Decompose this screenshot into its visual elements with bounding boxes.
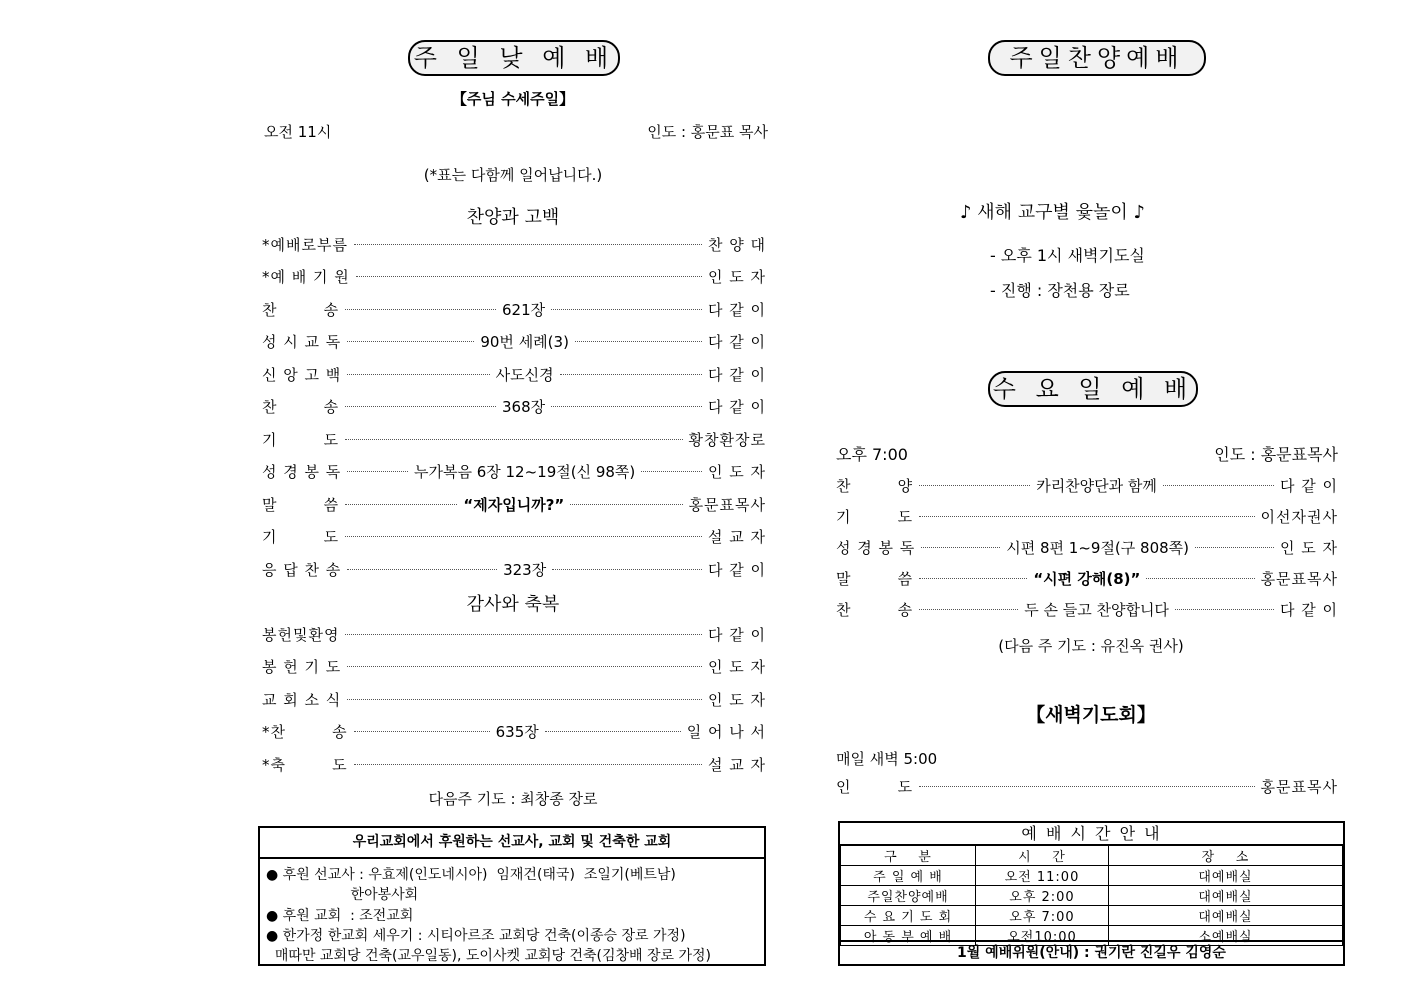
- order-detail: 90번 세례(3): [480, 333, 569, 351]
- order-detail: “시편 강해(8)”: [1033, 569, 1141, 588]
- order-row: [836, 567, 1338, 589]
- order-row: [262, 493, 766, 515]
- leader-dots: [1146, 578, 1254, 579]
- schedule-header: 장 소: [1109, 846, 1343, 866]
- schedule-cell: 오후 7:00: [976, 906, 1109, 926]
- leader-dots: [347, 699, 702, 700]
- praise-service-title: 주일찬양예배: [988, 40, 1206, 76]
- leader-dots: [641, 471, 702, 472]
- leader-dots: [921, 547, 1000, 548]
- order-label: *축 도: [262, 755, 348, 774]
- order-detail: 두 손 들고 찬양합니다: [1024, 600, 1169, 619]
- mission-line: ● 후원 교회 : 조전교회: [266, 908, 414, 924]
- wed-time-leader-row: [836, 442, 1338, 464]
- order-performer: 다 같 이: [1280, 600, 1339, 619]
- order-row: [262, 363, 766, 385]
- order-label: *찬 송: [262, 723, 348, 741]
- leader-dots: [354, 731, 490, 732]
- leader-dots: [347, 471, 408, 472]
- order-performer: 다 같 이: [708, 300, 767, 319]
- service-time: 오전 11시: [264, 122, 332, 141]
- order-row: [262, 558, 766, 580]
- order-detail: 635장: [495, 723, 539, 741]
- order-row: [262, 623, 766, 645]
- service-leader: 인도 : 홍문표 목사: [647, 122, 768, 141]
- dawn-leader-row: [836, 775, 1338, 797]
- time-leader-row: [264, 120, 768, 142]
- dawn-prayer-title: 【새벽기도회】: [1026, 704, 1156, 726]
- order-performer: 홍문표목사: [1260, 569, 1339, 588]
- order-performer: 다 같 이: [708, 398, 767, 416]
- order-label: 말 씀: [262, 495, 340, 514]
- order-row: [836, 536, 1338, 558]
- dawn-time: 매일 새벽 5:00: [836, 749, 938, 768]
- schedule-cell: 오전 11:00: [976, 866, 1109, 886]
- wed-next-prayer: (다음 주 기도 : 유진옥 권사): [998, 637, 1184, 655]
- leader-dots: [919, 485, 1030, 486]
- order-label: 찬 양: [836, 476, 914, 495]
- order-performer: 인 도 자: [1279, 538, 1338, 557]
- wed-leader: 인도 : 홍문표목사: [1214, 444, 1338, 464]
- order-label: *예배로부름: [262, 235, 348, 254]
- schedule-header: 구 분: [841, 846, 976, 866]
- section-praise-confession: 찬양과 고백: [466, 207, 560, 228]
- leader-dots: [347, 374, 489, 375]
- schedule-row: [841, 906, 1343, 926]
- order-row: [262, 753, 766, 775]
- mission-line: ● 한가정 한교회 세우기 : 시티아르조 교회당 건축(이종승 장로 가정): [266, 928, 686, 944]
- mission-line: 매따만 교회당 건축(교우일동), 도이사켓 교회당 건축(김창배 장로 가정): [266, 948, 712, 964]
- event-line: - 오후 1시 새벽기도실: [990, 245, 1145, 265]
- leader-dots: [575, 341, 702, 342]
- order-row: [262, 233, 766, 255]
- order-performer: 다 같 이: [707, 560, 766, 579]
- leader-dots: [560, 374, 702, 375]
- schedule-box: [838, 821, 1345, 966]
- order-detail: 시편 8편 1~9절(구 808쪽): [1006, 538, 1190, 557]
- sunday-service-title: 주 일 낮 예 배: [408, 40, 620, 76]
- order-performer: 인 도 자: [707, 268, 766, 286]
- order-row: [262, 461, 766, 483]
- leader-dots: [345, 406, 496, 407]
- order-row: [262, 688, 766, 710]
- order-detail: “제자입니까?”: [463, 495, 565, 514]
- leader-dots: [551, 406, 702, 407]
- order-performer: 인 도 자: [707, 463, 766, 481]
- schedule-header-row: [841, 846, 1343, 866]
- order-detail: 사도신경: [495, 365, 554, 384]
- order-label: 교 회 소 식: [262, 690, 342, 709]
- leader-dots: [345, 504, 457, 505]
- order-label: 성 경 봉 독: [262, 463, 342, 481]
- order-row: [262, 721, 766, 743]
- schedule-cell: 아 동 부 예 배: [841, 926, 976, 946]
- order-performer: 일 어 나 서: [686, 723, 767, 741]
- order-label: 성 시 교 독: [262, 333, 342, 351]
- order-performer: 설 교 자: [707, 528, 766, 546]
- sunday-subtitle: 【주님 수세주일】: [451, 90, 575, 108]
- mission-line: 한아봉사회: [266, 887, 419, 903]
- order-detail: 323장: [503, 560, 547, 579]
- order-detail: 카리찬양단과 함께: [1036, 476, 1157, 495]
- order-label: 기 도: [262, 430, 340, 449]
- order-performer: 이선자권사: [1260, 507, 1338, 526]
- worship-committee: 1월 예배위원(안내) : 권기란 진길우 김영순: [840, 940, 1343, 964]
- schedule-title: 예 배 시 간 안 내: [840, 823, 1343, 845]
- order-label: 성 경 봉 독: [836, 538, 916, 557]
- schedule-row: [841, 866, 1343, 886]
- schedule-cell: 수 요 기 도 회: [841, 906, 976, 926]
- leader-dots: [551, 309, 702, 310]
- next-prayer: 다음주 기도 : 최창종 장로: [428, 790, 598, 808]
- schedule-header: 시 간: [976, 846, 1109, 866]
- leader-dots: [347, 666, 702, 667]
- order-row: [262, 526, 766, 548]
- dawn-leader: 홍문표목사: [1260, 777, 1338, 796]
- order-performer: 황창환장로: [688, 430, 766, 449]
- schedule-table: [840, 845, 1343, 946]
- order-label: 찬 송: [262, 300, 340, 319]
- event-line: - 진행 : 장천용 장로: [990, 280, 1130, 300]
- order-label: 기 도: [836, 507, 914, 526]
- leader-dots: [347, 569, 497, 570]
- leader-dots: [356, 276, 702, 277]
- order-performer: 홍문표목사: [688, 495, 767, 514]
- order-row: [262, 656, 766, 678]
- order-label: 찬 송: [836, 600, 914, 619]
- order-row: [836, 598, 1338, 620]
- standing-note: (*표는 다함께 일어납니다.): [423, 166, 603, 184]
- order-performer: 인 도 자: [707, 690, 766, 709]
- order-row: [836, 474, 1338, 496]
- order-performer: 다 같 이: [708, 333, 767, 351]
- order-performer: 다 같 이: [1279, 476, 1338, 495]
- order-row: [262, 396, 766, 418]
- order-label: 신 앙 고 백: [262, 365, 342, 384]
- mission-box: [258, 826, 766, 966]
- order-label: 기 도: [262, 528, 340, 546]
- order-row: [836, 505, 1338, 527]
- order-performer: 다 같 이: [707, 625, 766, 644]
- schedule-cell: 대예배실: [1109, 866, 1343, 886]
- event-title: ♪ 새해 교구별 윷놀이 ♪: [960, 202, 1145, 223]
- leader-dots: [345, 536, 702, 537]
- leader-dots: [345, 309, 496, 310]
- schedule-cell: 주일찬양예배: [841, 886, 976, 906]
- order-row: [262, 331, 766, 353]
- mission-box-title: 우리교회에서 후원하는 선교사, 교회 및 건축한 교회: [260, 828, 764, 859]
- leader-dots: [1195, 547, 1274, 548]
- leader-dots: [345, 634, 702, 635]
- leader-dots: [1163, 485, 1274, 486]
- leader-dots: [347, 341, 474, 342]
- order-row: [262, 428, 766, 450]
- order-label: 봉헌및환영: [262, 625, 340, 644]
- order-label: 찬 송: [262, 398, 340, 416]
- leader-dots: [919, 609, 1018, 610]
- schedule-cell: 오전10:00: [976, 926, 1109, 946]
- leader-dots: [570, 504, 682, 505]
- order-row: [262, 266, 766, 288]
- order-detail: 368장: [502, 398, 546, 416]
- leader-dots: [545, 731, 681, 732]
- schedule-cell: 오후 2:00: [976, 886, 1109, 906]
- dawn-leader-label: 인 도: [836, 777, 914, 796]
- schedule-row: [841, 886, 1343, 906]
- schedule-cell: 주 일 예 배: [841, 866, 976, 886]
- order-performer: 인 도 자: [707, 658, 766, 676]
- section-thanks-blessing: 감사와 축복: [466, 594, 560, 615]
- order-label: 말 씀: [836, 569, 914, 588]
- wednesday-service-title: 수 요 일 예 배: [988, 371, 1198, 407]
- order-label: 봉 헌 기 도: [262, 658, 342, 676]
- order-performer: 다 같 이: [707, 365, 766, 384]
- order-detail: 누가복음 6장 12~19절(신 98쪽): [413, 463, 636, 481]
- order-label: *예 배 기 원: [262, 268, 350, 286]
- leader-dots: [1175, 609, 1274, 610]
- schedule-cell: 소예배실: [1109, 926, 1343, 946]
- order-row: [262, 298, 766, 320]
- leader-dots: [919, 786, 1254, 787]
- leader-dots: [919, 578, 1027, 579]
- leader-dots: [354, 764, 702, 765]
- leader-dots: [354, 244, 702, 245]
- leader-dots: [919, 516, 1254, 517]
- mission-line: ● 후원 선교사 : 우효제(인도네시아) 임재건(태국) 조일기(베트남): [266, 867, 676, 883]
- wed-time: 오후 7:00: [836, 444, 908, 464]
- leader-dots: [552, 569, 702, 570]
- schedule-cell: 대예배실: [1109, 906, 1343, 926]
- order-detail: 621장: [502, 300, 546, 319]
- order-performer: 설 교 자: [707, 755, 766, 774]
- order-performer: 찬 양 대: [707, 235, 766, 254]
- order-label: 응 답 찬 송: [262, 560, 342, 579]
- leader-dots: [345, 439, 682, 440]
- schedule-cell: 대예배실: [1109, 886, 1343, 906]
